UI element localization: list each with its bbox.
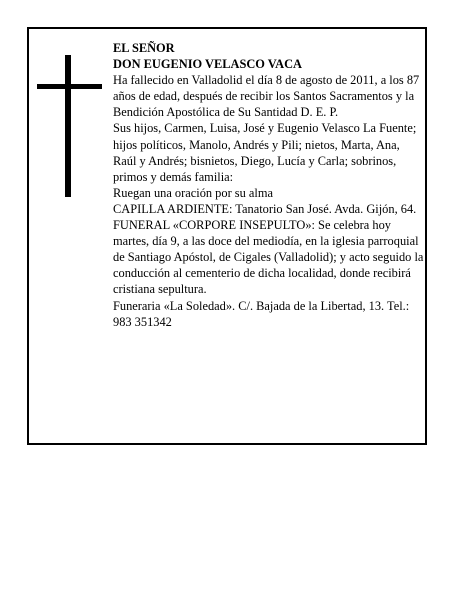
cross-horizontal-bar xyxy=(37,84,102,89)
deceased-name: DON EUGENIO VELASCO VACA xyxy=(113,57,302,72)
obituary-text-block xyxy=(113,40,425,330)
funeral-info: FUNERAL «CORPORE INSEPULTO»: Se celebra hoy martes, día 9, a las doce del mediodía, en la iglesia parroquial de Santiago Apóstol, de Cigales (Valladolid); y acto seguido la conducción al cementerio de dicha localidad, donde recibirá cristiana sepultura. xyxy=(113,218,424,297)
death-announcement: Ha fallecido en Valladolid el día 8 de agosto de 2011, a los 87 años de edad, después de recibir los Santos Sacramentos y la Bendición Apostólica de Su Santidad D. E. P. xyxy=(113,73,420,120)
cross-vertical-bar xyxy=(65,55,71,197)
latin-cross-icon xyxy=(37,55,102,197)
notice-title: EL SEÑOR xyxy=(113,41,175,55)
chapel-info: CAPILLA ARDIENTE: Tanatorio San José. Avda. Gijón, 64. xyxy=(113,201,417,216)
family-list: Sus hijos, Carmen, Luisa, José y Eugenio Velasco La Fuente; hijos políticos, Manolo, Andrés y Pili; nietos, Marta, Ana, Raúl y Andrés; bisnietos, Diego, Lucía y Carla; sobrinos, primos y demás familia: xyxy=(113,121,417,184)
prayer-request: Ruegan una oración por su alma xyxy=(113,185,273,200)
funeral-home-info: Funeraria «La Soledad». C/. Bajada de la Libertad, 13. Tel.: 983 351342 xyxy=(113,298,410,329)
